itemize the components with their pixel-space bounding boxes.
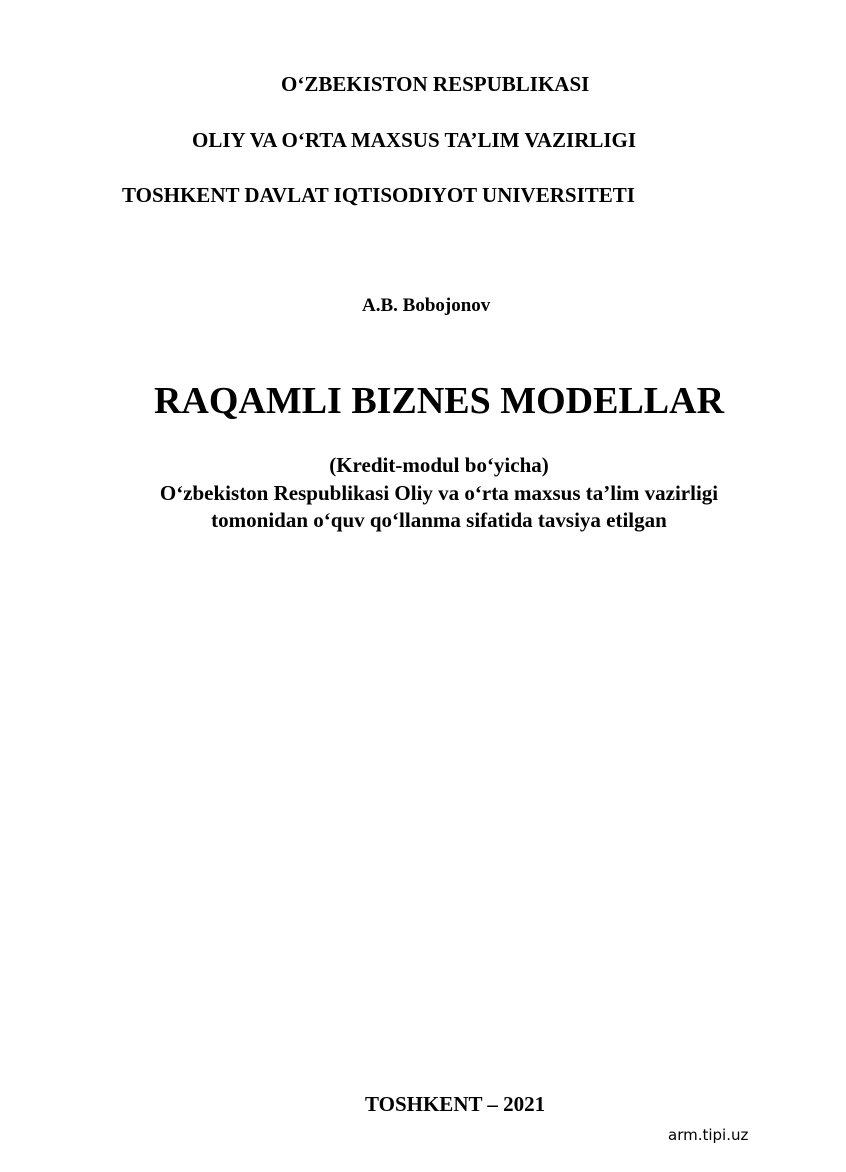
republic-heading: O‘ZBEKISTON RESPUBLIKASI bbox=[281, 72, 590, 96]
university-heading: TOSHKENT DAVLAT IQTISODIYOT UNIVERSITETI bbox=[122, 183, 635, 207]
ministry-heading: OLIY VA O‘RTA MAXSUS TA’LIM VAZIRLIGI bbox=[192, 128, 637, 152]
city-year: TOSHKENT – 2021 bbox=[365, 1092, 546, 1116]
author-name: A.B. Bobojonov bbox=[362, 295, 491, 316]
subtitle-line-2: O‘zbekiston Respublikasi Oliy va o‘rta maxsus ta’lim vazirligi bbox=[159, 481, 719, 505]
subtitle-line-1: (Kredit-modul bo‘yicha) bbox=[329, 453, 549, 477]
book-title: RAQAMLI BIZNES MODELLAR bbox=[153, 380, 725, 422]
subtitle-line-3: tomonidan o‘quv qo‘llanma sifatida tavsiya etilgan bbox=[211, 508, 667, 532]
watermark-link: arm.tipi.uz bbox=[668, 1126, 749, 1144]
